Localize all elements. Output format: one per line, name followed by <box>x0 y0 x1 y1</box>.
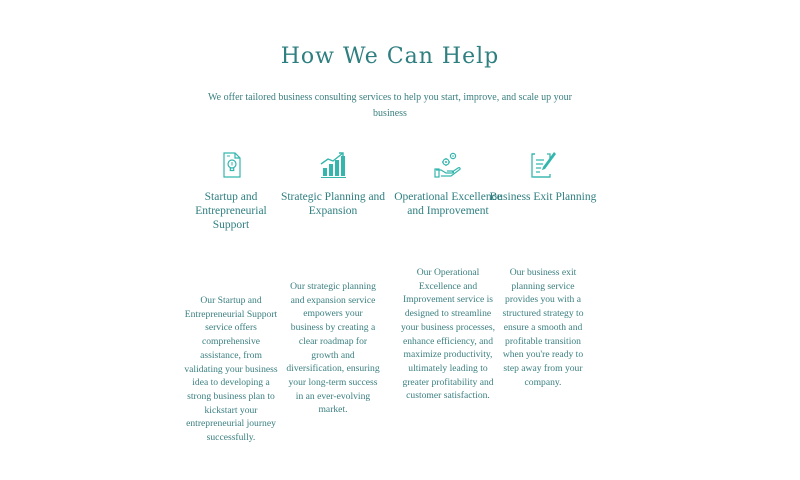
service-title: Startup and Entrepreneurial Support <box>195 191 267 231</box>
document-pen-icon <box>528 150 558 180</box>
growth-bar-chart-icon <box>318 150 348 180</box>
section-subtitle: We offer tailored business consulting services to help you start, improve, and scale up your business <box>208 92 572 119</box>
service-title: Strategic Planning and Expansion <box>280 191 386 217</box>
section-title: How We Can Help <box>280 44 500 69</box>
service-description: Our business exit planning service provides you with a structured strategy to ensure a smooth and profitable transition when you're ready to step away from your company. <box>502 267 584 388</box>
lightbulb-document-icon <box>216 150 246 180</box>
service-title: Business Exit Planning <box>489 191 597 203</box>
service-title: Operational Excellence and Improvement <box>394 191 502 217</box>
hand-gears-icon <box>433 150 463 180</box>
service-card-strategic <box>278 150 388 417</box>
service-description: Our Startup and Entrepreneurial Support service offers comprehensive assistance, from validating your business idea to developing a strong business plan to kickstart your entrepreneurial journey successfully. <box>184 295 278 444</box>
service-description: Our Operational Excellence and Improvement service is designed to streamline your business processes, enhance efficiency, and maximize productivity, ultimately leading to greater profitability and customer satisfaction. <box>400 267 496 402</box>
service-card-startup <box>176 150 286 445</box>
service-description: Our strategic planning and expansion service empowers your business by creating a clear roadmap for growth and diversification, ensuring your long-term success in an ever-evolving market. <box>286 281 380 416</box>
service-card-exit <box>488 150 598 389</box>
